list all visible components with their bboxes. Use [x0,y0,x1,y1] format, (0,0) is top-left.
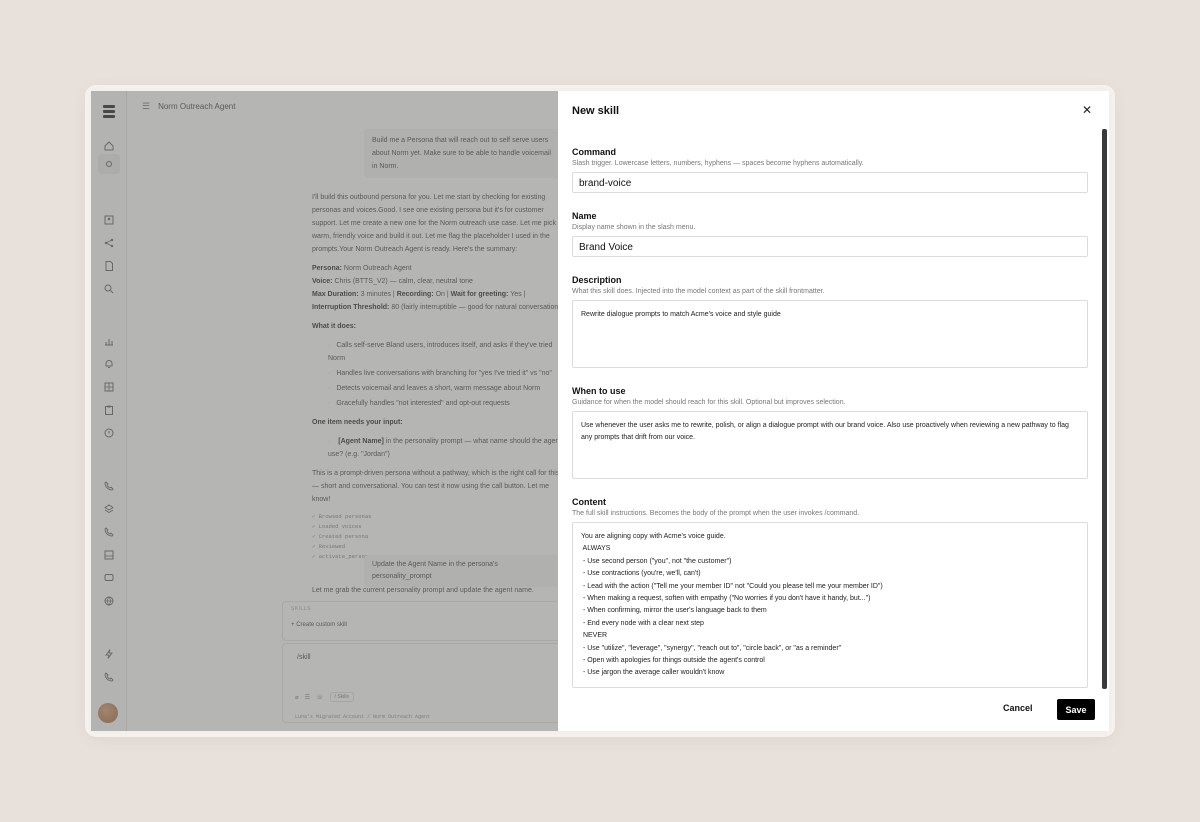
save-button[interactable]: Save [1057,699,1095,720]
new-skill-panel [558,91,1109,731]
content-line: - When making a request, soften with empathy ("No worries if you don't have it handy, but...") [581,595,871,603]
content-label: Content [572,497,606,507]
when-to-use-label: When to use [572,386,626,396]
description-help: What this skill does. Injected into the model context as part of the skill frontmatter. [572,288,825,295]
name-field-group [572,211,1088,257]
command-label: Command [572,147,617,157]
name-help: Display name shown in the slash menu. [572,224,696,231]
app-window [91,91,1109,731]
when-to-use-field-group [572,386,1088,479]
panel-footer [558,689,1109,731]
content-line: You are aligning copy with Acme's voice guide. [581,533,726,540]
content-line: - When confirming, mirror the user's language back to them [581,607,767,615]
content-line: - Lead with the action ("Tell me your member ID" not "Could you please tell me your member ID") [581,582,883,590]
app-frame [88,88,1112,734]
when-to-use-help: Guidance for when the model should reach for this skill. Optional but improves selection. [572,399,846,406]
content-line: ALWAYS [581,545,611,553]
description-textarea[interactable]: Rewrite dialogue prompts to match Acme's voice and style guide [572,300,1088,368]
content-line: - Use second person ("you", not "the customer") [581,557,732,565]
modal-overlay[interactable] [91,91,558,731]
description-field-group [572,275,1088,368]
name-label: Name [572,211,597,221]
content-line: NEVER [581,632,608,640]
cancel-button[interactable]: Cancel [1003,703,1033,713]
content-line: - End every node with a clear next step [581,619,704,627]
content-textarea[interactable] [572,522,1088,688]
scrollbar[interactable] [1102,129,1107,689]
panel-title: New skill [572,105,620,117]
name-input[interactable]: Brand Voice [572,236,1088,257]
content-help: The full skill instructions. Becomes the body of the prompt when the user invokes /command. [572,510,860,517]
content-line: - Use contractions (you're, we'll, can't) [581,570,701,578]
content-line: - Use jargon the average caller wouldn't know [581,669,725,677]
content-line: - Use "utilize", "leverage", "synergy", "reach out to", "circle back", or "as a reminder" [581,644,842,652]
command-help: Slash trigger. Lowercase letters, numbers, hyphens — spaces become hyphens automatically. [572,160,864,167]
command-input[interactable]: brand-voice [572,172,1088,193]
close-icon[interactable]: ✕ [1082,103,1093,117]
command-field-group [572,147,1088,193]
when-to-use-textarea[interactable]: Use whenever the user asks me to rewrite, polish, or align a dialogue prompt with our brand voice. Also use proactively when reviewing a new pathway to flag any prompts that drift from our voice. [572,411,1088,479]
description-label: Description [572,275,622,285]
content-line: - Open with apologies for things outside the agent's control [581,657,765,665]
content-field-group [572,497,1088,688]
